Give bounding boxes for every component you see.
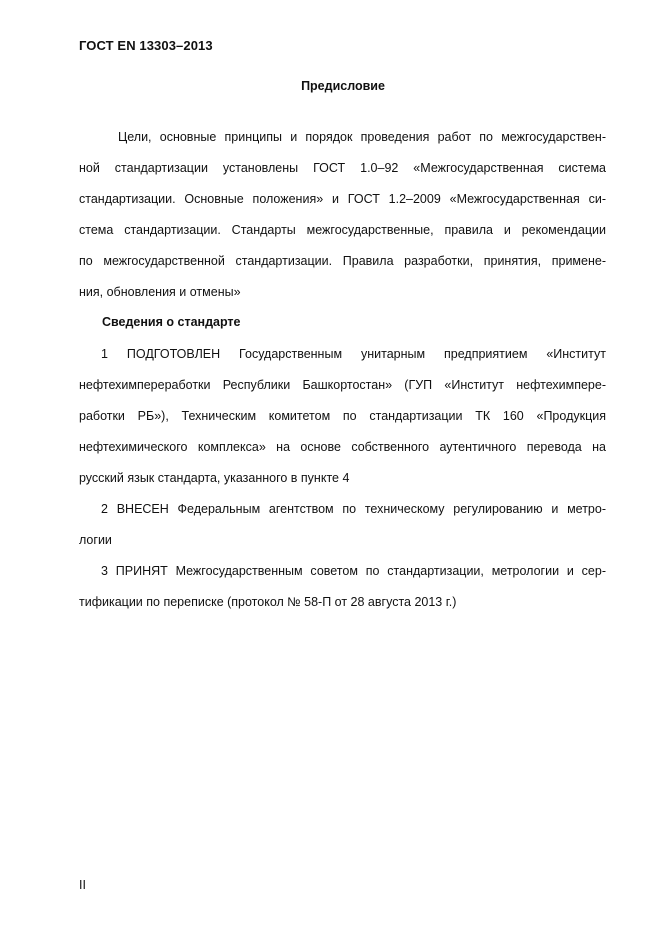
item1-line-3: работки РБ»), Техническим комитетом по стандартизации ТК 160 «Продукция xyxy=(79,409,606,423)
item3-line-1: 3 ПРИНЯТ Межгосударственным советом по стандартизации, метрологии и сер- xyxy=(101,564,606,578)
foreword-line-4: стема стандартизации. Стандарты межгосударственные, правила и рекомендации xyxy=(79,223,606,237)
foreword-line-6: ния, обновления и отмены» xyxy=(79,285,241,299)
foreword-heading: Предисловие xyxy=(301,79,385,93)
foreword-line-5: по межгосударственной стандартизации. Правила разработки, принятия, примене- xyxy=(79,254,606,268)
page-number: II xyxy=(79,878,86,892)
page-header-code: ГОСТ EN 13303–2013 xyxy=(79,38,213,53)
item1-line-5: русский язык стандарта, указанного в пункте 4 xyxy=(79,471,350,485)
foreword-line-1: Цели, основные принципы и порядок проведения работ по межгосударствен- xyxy=(118,130,606,144)
item1-line-1: 1 ПОДГОТОВЛЕН Государственным унитарным предприятием «Институт xyxy=(101,347,606,361)
foreword-line-3: стандартизации. Основные положения» и ГОСТ 1.2–2009 «Межгосударственная си- xyxy=(79,192,606,206)
item1-line-4: нефтехимического комплекса» на основе собственного аутентичного перевода на xyxy=(79,440,606,454)
standard-info-heading: Сведения о стандарте xyxy=(102,315,241,329)
foreword-line-2: ной стандартизации установлены ГОСТ 1.0–92 «Межгосударственная система xyxy=(79,161,606,175)
item3-line-2: тификации по переписке (протокол № 58-П от 28 августа 2013 г.) xyxy=(79,595,457,609)
item2-line-1: 2 ВНЕСЕН Федеральным агентством по техническому регулированию и метро- xyxy=(101,502,606,516)
item2-line-2: логии xyxy=(79,533,112,547)
item1-line-2: нефтехимпереработки Республики Башкортостан» (ГУП «Институт нефтехимпере- xyxy=(79,378,606,392)
